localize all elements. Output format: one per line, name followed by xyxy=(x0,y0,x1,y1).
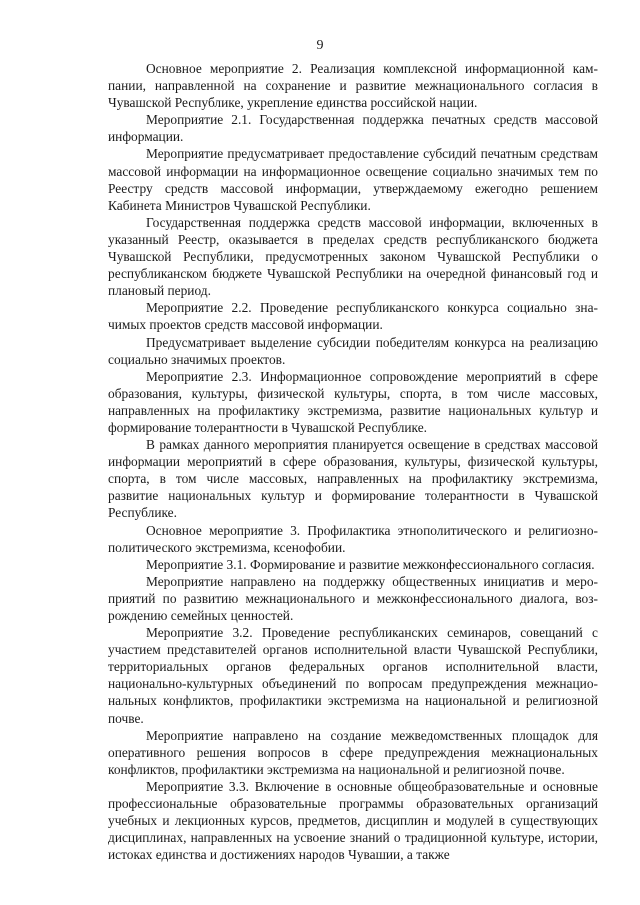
paragraph-main-activity-3: Основное мероприятие 3. Профилактика этнополитического и религиозно-политического экстремизма, ксенофобии. xyxy=(108,522,598,555)
paragraph-activity-3-3: Мероприятие 3.3. Включение в основные общеобразовательные и основные профессиональные образовательные программы образовательных организаций учебных и лекционных курсов, предметов, дисциплин и модулей в существующих дисциплинах, направленных на усвоение знаний о традиционной культуре, истории, истоках единства и достижениях народов Чувашии, а также xyxy=(108,778,598,863)
paragraph-main-activity-2: Основное мероприятие 2. Реализация комплексной информационной кампании, направленной на сохранение и развитие межнационального согласия в Чувашской Республике, укрепление единства российской нации. xyxy=(108,61,598,111)
paragraph-activity-2-3-description: В рамках данного мероприятия планируется освещение в средствах массовой информации мероприятий в сфере образования, культуры, физической культуры, спорта, в том числе массовых, направленных на профилактику экстремизма, развитие национальных культур и формирование толерантности в Чувашской Республике. xyxy=(108,437,598,521)
paragraph-activity-3-2-description: Мероприятие направлено на создание межведомственных площадок для оперативного решения вопросов в сфере предупреждения межнациональных конфликтов, профилактики экстремизма на национальной и религиозной почве. xyxy=(108,727,598,777)
page-number: 9 xyxy=(316,38,324,53)
paragraph-activity-2-1-description: Мероприятие предусматривает предоставление субсидий печатным средствам массовой информации на информационное освещение социально значимых тем по Реестру средств массовой информации, утверждаемому ежегодно решением Кабинета Министров Чувашской Республики. xyxy=(108,146,598,213)
paragraph-activity-3-1-description: Мероприятие направлено на поддержку общественных инициатив и мероприятий по развитию межнационального и межконфессионального диалога, возрождению семейных ценностей. xyxy=(108,573,598,623)
paragraph-state-support: Государственная поддержка средств массовой информации, включенных в указанный Реестр, оказывается в пределах средств республиканского бюджета Чувашской Республики, предусмотренных законом Чувашской Республики о республиканском бюджете Чувашской Республики на очередной финансовый год и плановый период. xyxy=(108,214,598,299)
paragraph-activity-3-1: Мероприятие 3.1. Формирование и развитие межконфессионального согласия. xyxy=(146,556,595,572)
paragraph-activity-2-3: Мероприятие 2.3. Информационное сопровождение мероприятий в сфере образования, культуры, физической культуры, спорта, в том числе массовых, направленных на профилактику экстремизма, развитие национальных культур и формирование толерантности в Чувашской Республике. xyxy=(108,368,598,435)
document-body xyxy=(108,60,598,863)
paragraph-activity-2-2-description: Предусматривает выделение субсидии победителям конкурса на реализацию социально значимых проектов. xyxy=(108,334,598,367)
paragraph-activity-2-1: Мероприятие 2.1. Государственная поддержка печатных средств массовой информации. xyxy=(108,112,598,145)
paragraph-activity-2-2: Мероприятие 2.2. Проведение республиканского конкурса социально значимых проектов средств массовой информации. xyxy=(108,300,598,333)
paragraph-activity-3-2: Мероприятие 3.2. Проведение республиканских семинаров, совещаний с участием представителей органов исполнительной власти Чувашской Республики, территориальных органов федеральных органов исполнительной власти, национально-культурных объединений по вопросам предупреждения межнациональных конфликтов, профилактики экстремизма на национальной и религиозной почве. xyxy=(108,625,598,726)
